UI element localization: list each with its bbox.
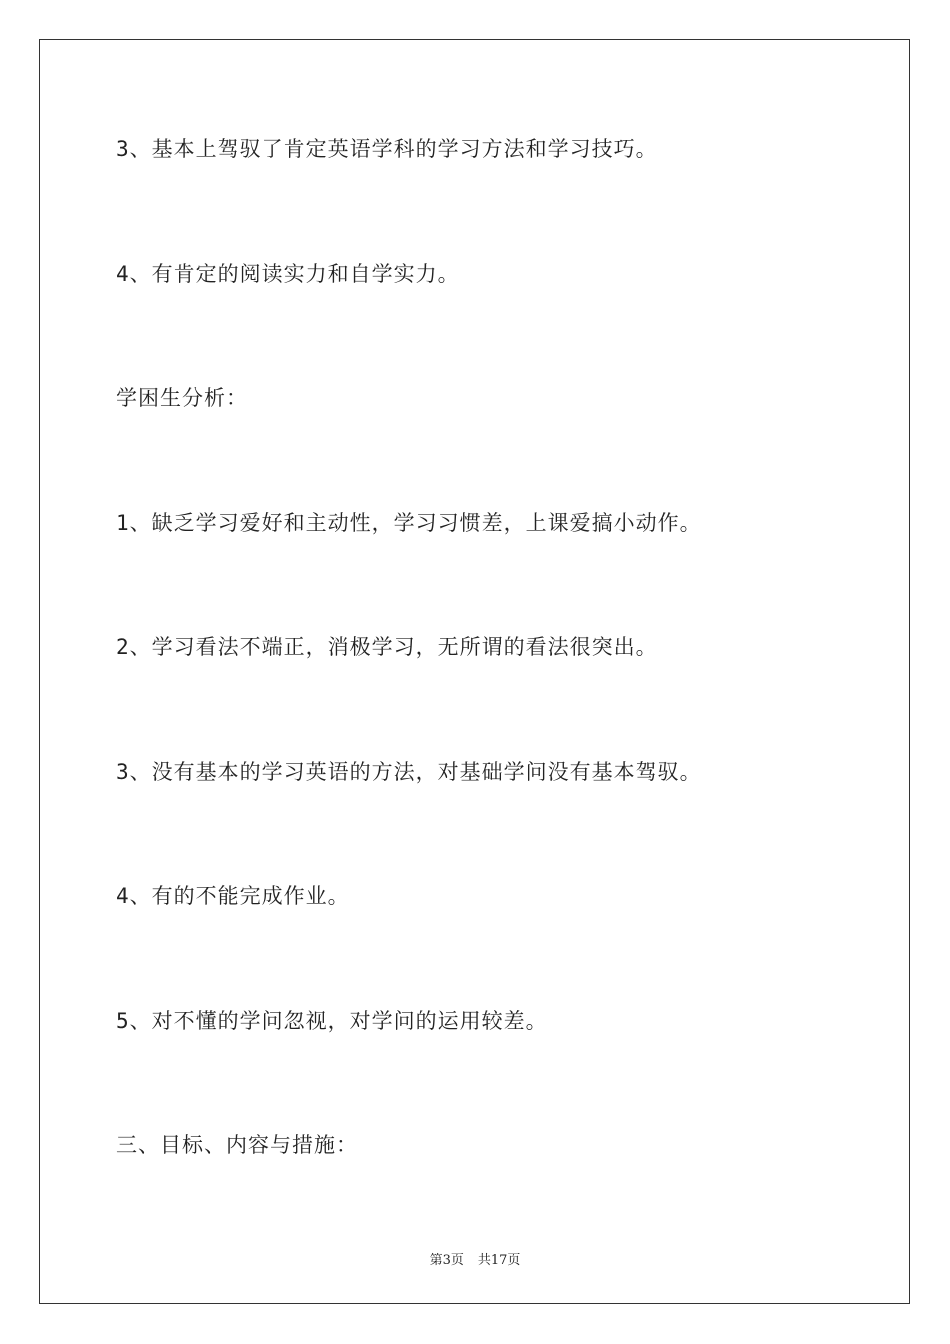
paragraph-line: 2、学习看法不端正，消极学习，无所谓的看法很突出。 [116, 635, 658, 659]
paragraph-line: 5、对不懂的学问忽视，对学问的运用较差。 [116, 1009, 548, 1033]
paragraph-line: 4、有肯定的阅读实力和自学实力。 [116, 262, 460, 286]
paragraph-line: 3、没有基本的学习英语的方法，对基础学问没有基本驾驭。 [116, 760, 702, 784]
page-number: 第3页 [429, 1253, 464, 1268]
paragraph-line: 3、基本上驾驭了肯定英语学科的学习方法和学习技巧。 [116, 137, 658, 161]
page-total: 共17页 [477, 1253, 521, 1268]
page-footer [0, 1249, 950, 1268]
section-heading: 学困生分析： [116, 386, 248, 410]
paragraph-line: 1、缺乏学习爱好和主动性，学习习惯差，上课爱搞小动作。 [116, 511, 702, 535]
page-frame [39, 39, 910, 1304]
section-heading: 三、目标、内容与措施： [116, 1133, 358, 1157]
paragraph-line: 4、有的不能完成作业。 [116, 884, 350, 908]
